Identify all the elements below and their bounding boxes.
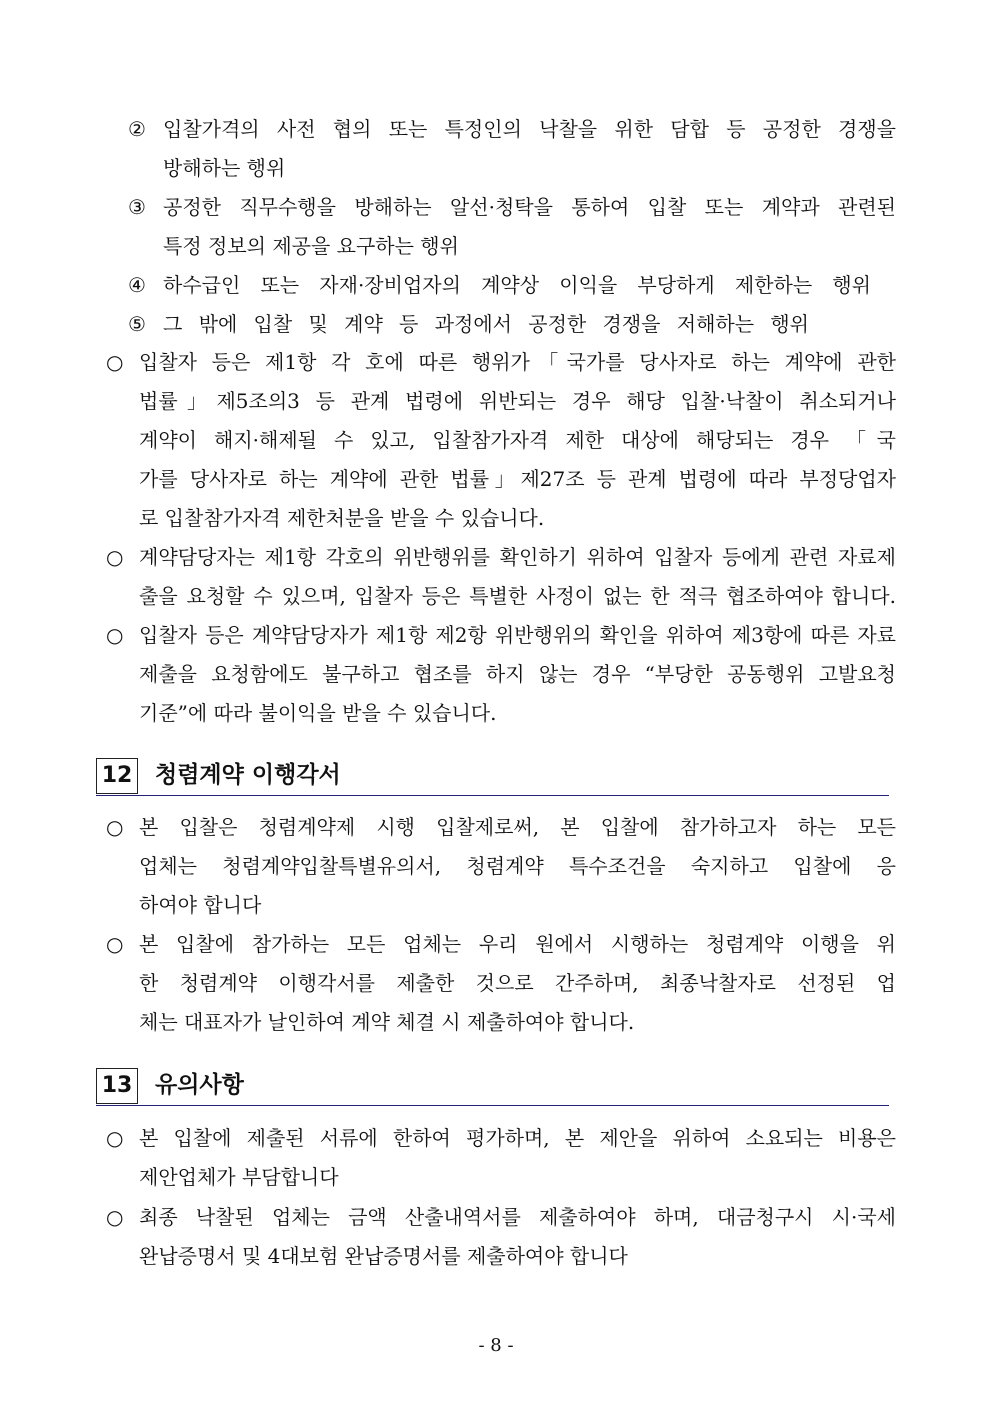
item-text-line: 입찰가격의 사전 협의 또는 특정인의 낙찰을 위한 담합 등 공정한 경쟁을 <box>163 117 896 141</box>
bullet-marker: ○ <box>106 545 124 569</box>
bullet-text-line: 로 입찰참가자격 제한처분을 받을 수 있습니다. <box>139 506 545 530</box>
section-number: 12 <box>96 758 138 794</box>
item-marker: ② <box>128 117 146 141</box>
bullet-marker: ○ <box>106 350 124 374</box>
section-underline <box>96 1105 889 1106</box>
item-text-line: 그 밖에 입찰 및 계약 등 과정에서 공정한 경쟁을 저해하는 행위 <box>163 312 809 336</box>
bullet-text-line: 체는 대표자가 날인하여 계약 체결 시 제출하여야 합니다. <box>139 1010 635 1034</box>
item-text-line: 방해하는 행위 <box>163 156 286 180</box>
item-text-line: 하수급인 또는 자재·장비업자의 계약상 이익을 부당하게 제한하는 행위 <box>163 273 871 297</box>
bullet-text-line: 최종 낙찰된 업체는 금액 산출내역서를 제출하여야 하며, 대금청구시 시·국세 <box>139 1205 896 1229</box>
bullet-text-line: 하여야 합니다 <box>139 893 262 917</box>
bullet-text-line: 법률」제5조의3 등 관계 법령에 위반되는 경우 해당 입찰·낙찰이 취소되거나 <box>139 389 896 413</box>
bullet-text-line: 입찰자 등은 제1항 각 호에 따른 행위가「국가를 당사자로 하는 계약에 관한 <box>139 350 896 374</box>
bullet-text-line: 기준”에 따라 불이익을 받을 수 있습니다. <box>139 701 497 725</box>
bullet-marker: ○ <box>106 1126 124 1150</box>
section-title: 유의사항 <box>155 1072 244 1098</box>
bullet-text-line: 본 입찰에 참가하는 모든 업체는 우리 원에서 시행하는 청렴계약 이행을 위 <box>139 932 896 956</box>
bullet-text-line: 완납증명서 및 4대보험 완납증명서를 제출하여야 합니다 <box>139 1244 628 1268</box>
bullet-text-line: 제출을 요청함에도 불구하고 협조를 하지 않는 경우 “부당한 공동행위 고발요청 <box>139 662 896 686</box>
page-number: - 8 - <box>478 1335 514 1356</box>
bullet-marker: ○ <box>106 1205 124 1229</box>
item-text-line: 공정한 직무수행을 방해하는 알선·청탁을 통하여 입찰 또는 계약과 관련된 <box>163 195 896 219</box>
section-underline <box>96 795 889 796</box>
section-number: 13 <box>96 1068 138 1104</box>
bullet-text-line: 본 입찰에 제출된 서류에 한하여 평가하며, 본 제안을 위하여 소요되는 비용은 <box>139 1126 896 1150</box>
item-text-line: 특정 정보의 제공을 요구하는 행위 <box>163 234 459 258</box>
bullet-text-line: 업체는 청렴계약입찰특별유의서, 청렴계약 특수조건을 숙지하고 입찰에 응 <box>139 854 896 878</box>
bullet-text-line: 계약이 해지·해제될 수 있고, 입찰참가자격 제한 대상에 해당되는 경우 「국 <box>139 428 896 452</box>
bullet-marker: ○ <box>106 932 124 956</box>
item-marker: ③ <box>128 195 146 219</box>
bullet-text-line: 제안업체가 부담합니다 <box>139 1165 339 1189</box>
bullet-text-line: 입찰자 등은 계약담당자가 제1항 제2항 위반행위의 확인을 위하여 제3항에 따른 자료 <box>139 623 896 647</box>
bullet-text-line: 가를 당사자로 하는 계약에 관한 법률」제27조 등 관계 법령에 따라 부정당업자 <box>139 467 896 491</box>
item-marker: ⑤ <box>128 312 146 336</box>
bullet-text-line: 한 청렴계약 이행각서를 제출한 것으로 간주하며, 최종낙찰자로 선정된 업 <box>139 971 896 995</box>
bullet-text-line: 출을 요청할 수 있으며, 입찰자 등은 특별한 사정이 없는 한 적극 협조하여야 합니다. <box>139 584 896 608</box>
bullet-marker: ○ <box>106 815 124 839</box>
bullet-text-line: 본 입찰은 청렴계약제 시행 입찰제로써, 본 입찰에 참가하고자 하는 모든 <box>139 815 896 839</box>
item-marker: ④ <box>128 273 146 297</box>
bullet-text-line: 계약담당자는 제1항 각호의 위반행위를 확인하기 위하여 입찰자 등에게 관련 자료제 <box>139 545 896 569</box>
section-title: 청렴계약 이행각서 <box>155 762 341 788</box>
bullet-marker: ○ <box>106 623 124 647</box>
